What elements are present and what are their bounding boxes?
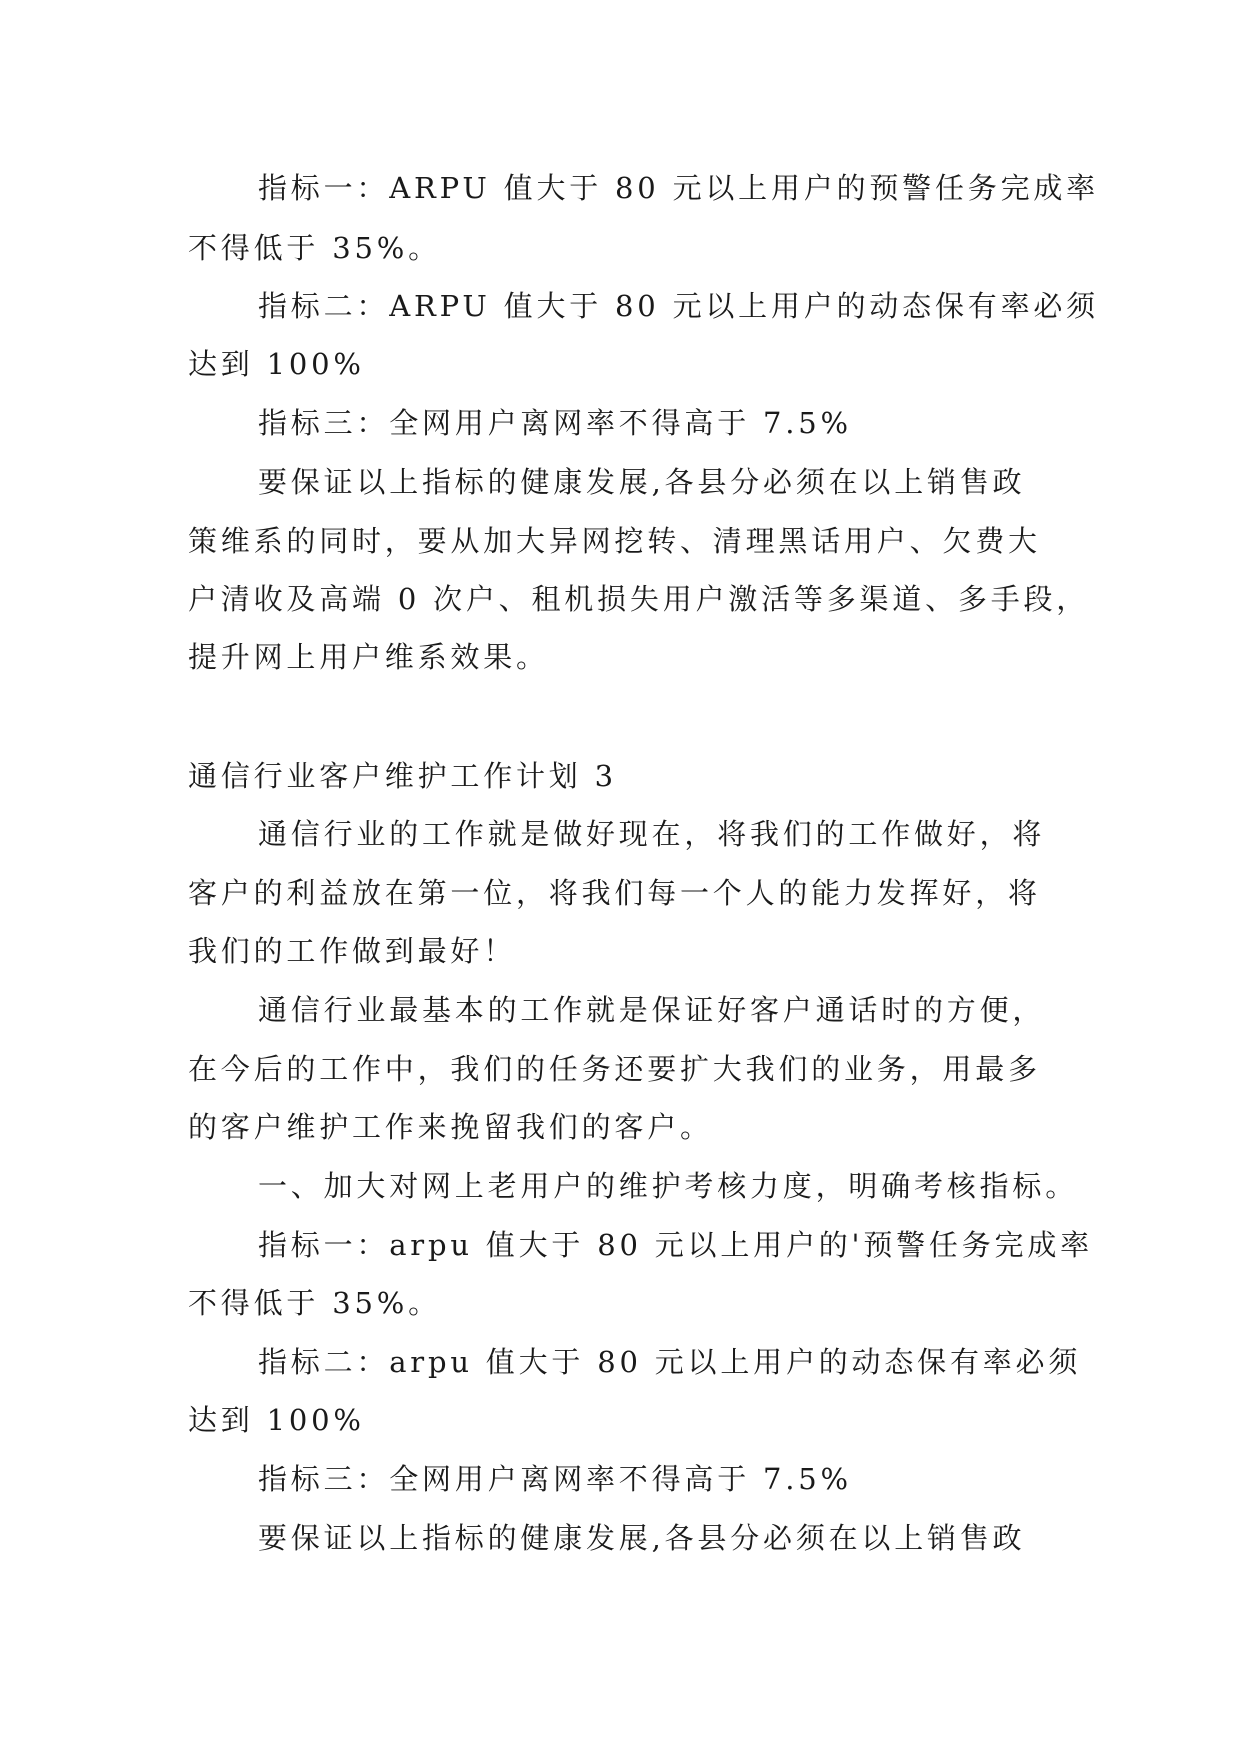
- basic-line-2: 在今后的工作中，我们的任务还要扩大我们的业务，用最多: [188, 1052, 1041, 1086]
- indicator-3: 指标三：全网用户离网率不得高于 7.5%: [258, 406, 852, 440]
- intro-line-2: 客户的利益放在第一位，将我们每一个人的能力发挥好，将: [188, 876, 1041, 910]
- indicator-1-line-1: 指标一：arpu 值大于 80 元以上用户的'预警任务完成率: [258, 1228, 1093, 1262]
- paragraph-line-4: 提升网上用户维系效果。: [188, 640, 549, 674]
- paragraph-line-1: 要保证以上指标的健康发展,各县分必须在以上销售政: [258, 465, 1026, 499]
- basic-line-1: 通信行业最基本的工作就是保证好客户通话时的方便，: [258, 993, 1046, 1027]
- indicator-2-line-1: 指标二：ARPU 值大于 80 元以上用户的动态保有率必须: [258, 289, 1099, 323]
- paragraph-line-2: 策维系的同时，要从加大异网挖转、清理黑话用户、欠费大: [188, 524, 1041, 558]
- indicator-1-line-1: 指标一：ARPU 值大于 80 元以上用户的预警任务完成率: [258, 171, 1099, 205]
- intro-line-1: 通信行业的工作就是做好现在，将我们的工作做好，将: [258, 817, 1046, 851]
- indicator-3: 指标三：全网用户离网率不得高于 7.5%: [258, 1462, 852, 1496]
- section-heading: 通信行业客户维护工作计划 3: [188, 759, 617, 793]
- intro-line-3: 我们的工作做到最好！: [188, 934, 517, 968]
- paragraph-line-3: 户清收及高端 0 次户、租机损失用户激活等多渠道、多手段，: [188, 582, 1090, 616]
- indicator-1-line-2: 不得低于 35%。: [188, 1286, 441, 1320]
- indicator-2-line-1: 指标二：arpu 值大于 80 元以上用户的动态保有率必须: [258, 1345, 1082, 1379]
- indicator-2-line-2: 达到 100%: [188, 347, 365, 381]
- point-one: 一、加大对网上老用户的维护考核力度，明确考核指标。: [258, 1169, 1079, 1203]
- indicator-1-line-2: 不得低于 35%。: [188, 231, 441, 265]
- basic-line-3: 的客户维护工作来挽留我们的客户。: [188, 1110, 713, 1144]
- paragraph-line-1: 要保证以上指标的健康发展,各县分必须在以上销售政: [258, 1521, 1026, 1555]
- indicator-2-line-2: 达到 100%: [188, 1403, 365, 1437]
